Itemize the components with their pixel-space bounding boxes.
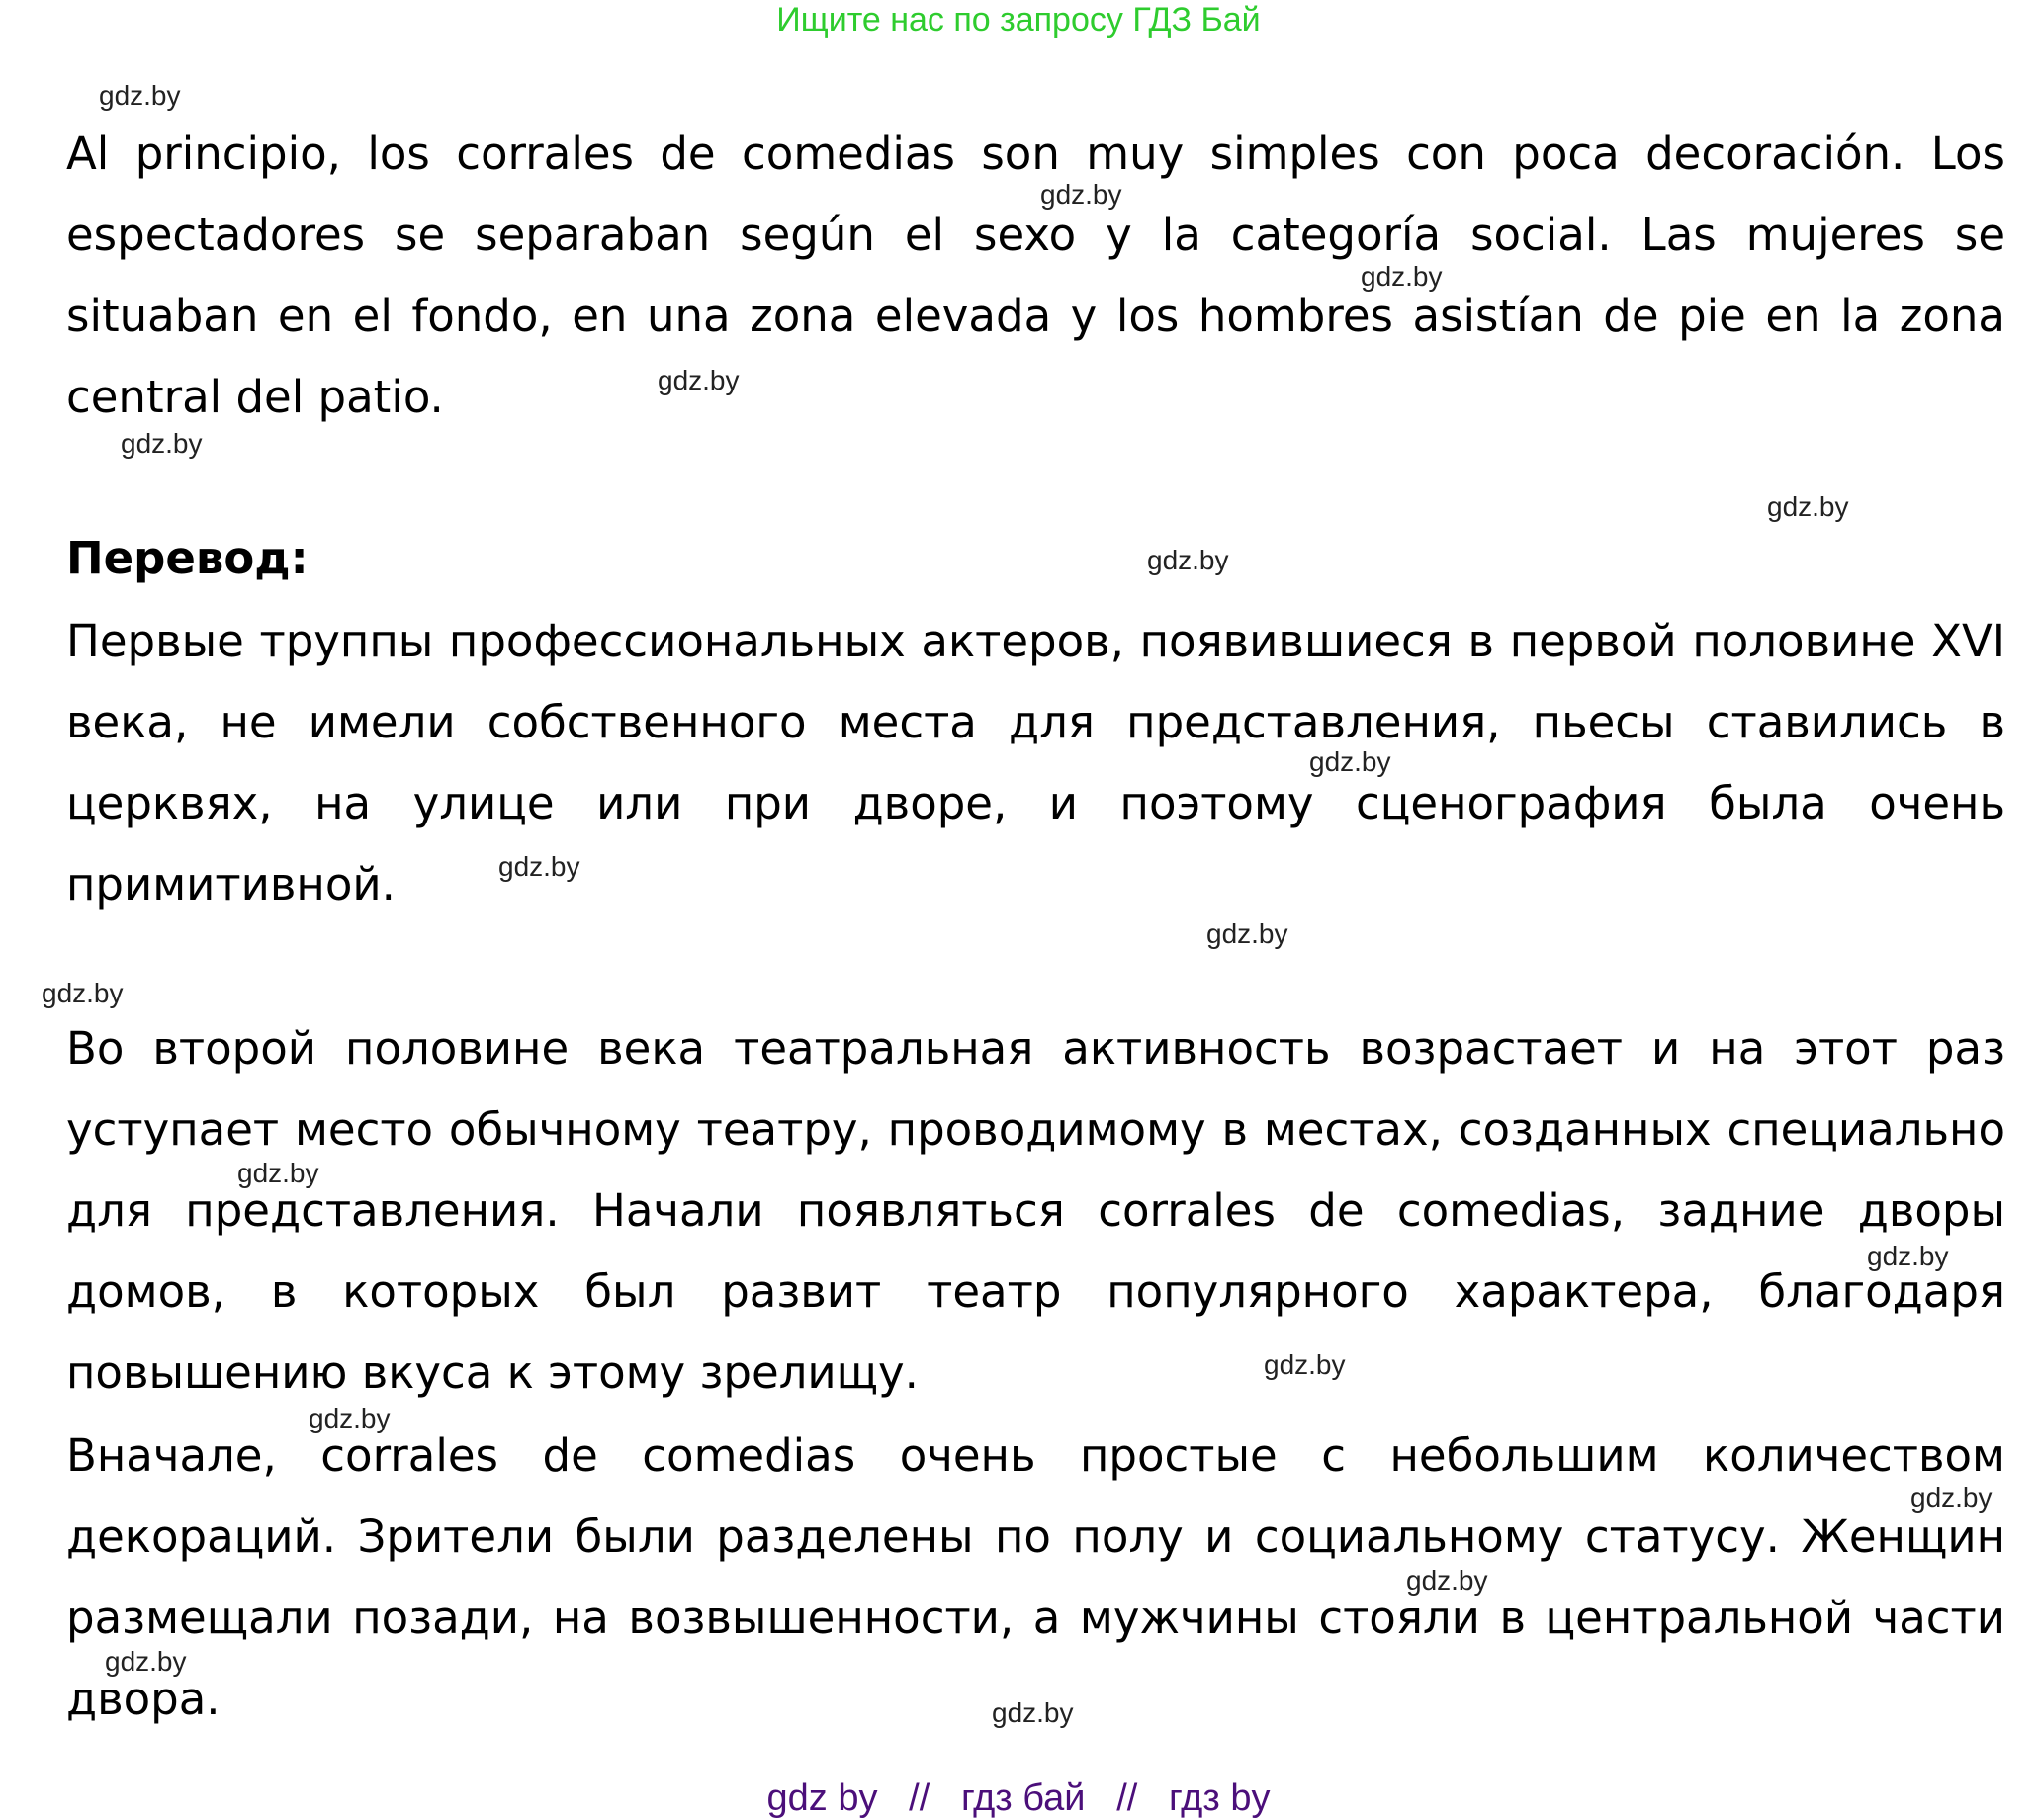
watermark: gdz.by — [105, 1646, 187, 1677]
watermark: gdz.by — [498, 851, 580, 882]
footer-link-gdz-by[interactable]: gdz by — [766, 1777, 878, 1819]
watermark: gdz.by — [1206, 918, 1288, 949]
watermark: gdz.by — [121, 428, 203, 459]
watermark: gdz.by — [237, 1158, 319, 1188]
footer-links — [0, 1777, 2037, 1820]
watermark: gdz.by — [1040, 179, 1122, 210]
watermark: gdz.by — [1147, 545, 1229, 575]
watermark: gdz.by — [309, 1403, 391, 1433]
translation-paragraph-3: Вначале, corrales de comedias очень простые с небольшим количеством декораций. Зрители были разделены по полу и социальному статусу. Женщин размещали позади, на возвышенности, а мужчины стояли в центральной части двора. — [66, 1430, 2005, 1725]
watermark: gdz.by — [658, 365, 740, 395]
translation-paragraph-1: Первые труппы профессиональных актеров, появившиеся в первой половине XVI века, не имели собственного места для представления, пьесы ставились в церквях, на улице или при дворе, и поэтому сценография была очень примитивной. — [66, 615, 2005, 910]
watermark: gdz.by — [1264, 1349, 1346, 1380]
watermark: gdz.by — [1361, 261, 1443, 292]
translation-paragraph-2: Во второй половине века театральная активность возрастает и на этот раз уступает место обычному театру, проводимому в местах, созданных специально для представления. Начали появляться corrales de comedias, задние дворы домов, в которых был развит театр популярного характера, благодаря повышению вкуса к этому зрелищу. — [66, 1022, 2005, 1399]
footer-link-gdz-bai[interactable]: гдз бай — [960, 1777, 1086, 1819]
spanish-paragraph: Al principio, los corrales de comedias son muy simples con poca decoración. Los espectadores se separaban según el sexo y la categoría social. Las mujeres se situaban en el fondo, en una zona elevada y los hombres asistían de pie en la zona central del patio. — [66, 128, 2005, 423]
watermark: gdz.by — [1767, 491, 1849, 522]
search-banner: Ищите нас по запросу ГДЗ Бай — [776, 1, 1261, 39]
translation-heading: Перевод: — [66, 532, 309, 584]
watermark: gdz.by — [99, 80, 181, 111]
footer-link-gdz-by-cyr[interactable]: гдз by — [1169, 1777, 1271, 1819]
watermark: gdz.by — [42, 978, 124, 1008]
watermark: gdz.by — [1309, 746, 1391, 777]
watermark: gdz.by — [1910, 1482, 1993, 1513]
watermark: gdz.by — [1406, 1565, 1488, 1596]
footer-separator: // — [1116, 1777, 1138, 1819]
footer-separator: // — [909, 1777, 930, 1819]
watermark: gdz.by — [1867, 1241, 1949, 1271]
watermark: gdz.by — [992, 1697, 1074, 1728]
